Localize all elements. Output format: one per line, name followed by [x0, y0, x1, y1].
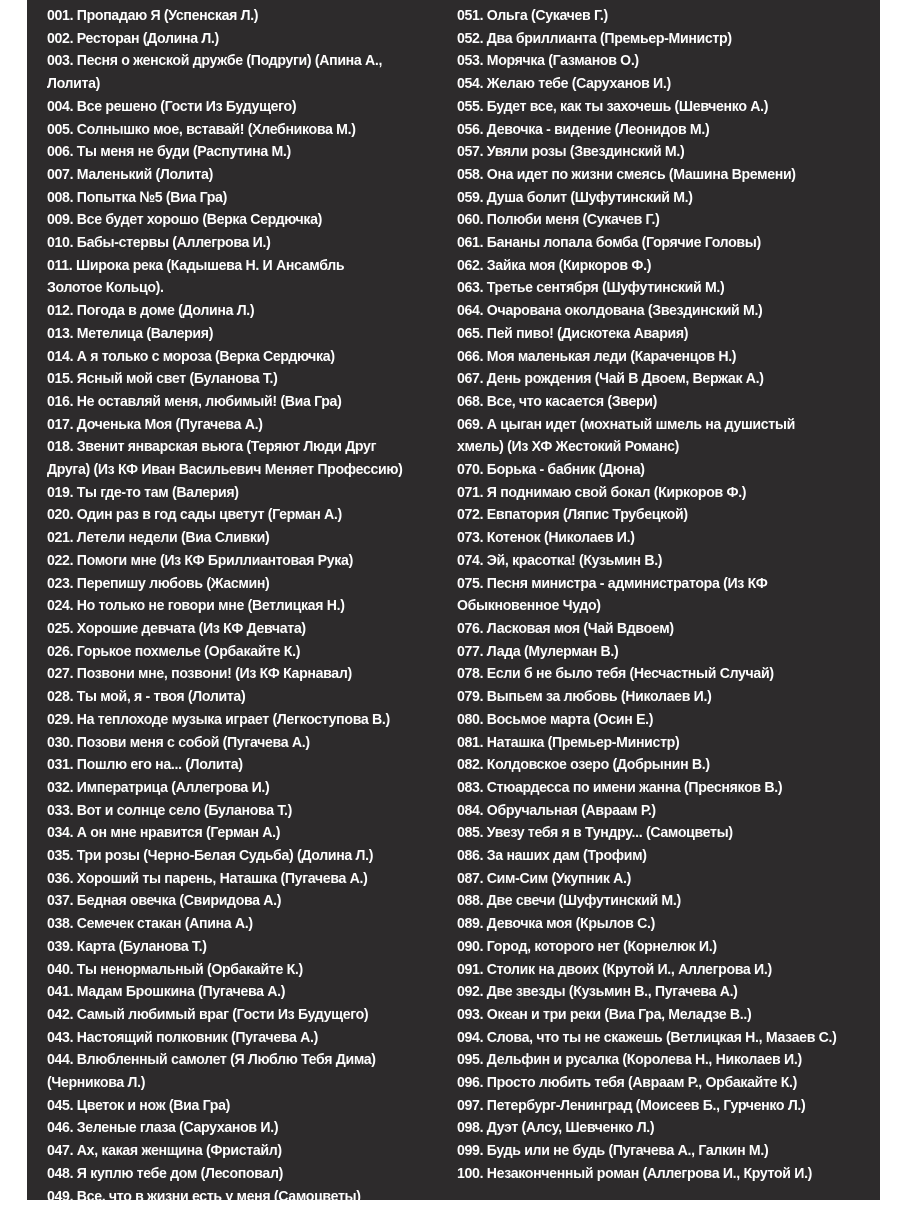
- song-entry: 060. Полюби меня (Сукачев Г.): [457, 211, 660, 229]
- song-entry: 081. Наташка (Премьер-Министр): [457, 733, 680, 751]
- song-entry: 054. Желаю тебе (Саруханов И.): [457, 75, 671, 93]
- song-entry: 019. Ты где-то там (Валерия): [47, 483, 239, 501]
- song-entry: 061. Бананы лопала бомба (Горячие Головы): [457, 234, 761, 252]
- song-entry: 047. Ах, какая женщина (Фристайл): [47, 1142, 282, 1160]
- song-list-left-column: [47, 5, 447, 1231]
- song-entry-continuation: Лолита): [47, 75, 101, 93]
- song-entry: 064. Очарована околдована (Звездинский М.): [457, 302, 763, 320]
- song-entry: 025. Хорошие девчата (Из КФ Девчата): [47, 619, 306, 637]
- song-entry: 051. Ольга (Сукачев Г.): [457, 7, 608, 24]
- song-entry: 006. Ты меня не буди (Распутина М.): [47, 143, 291, 161]
- song-entry: 084. Обручальная (Авраам Р.): [457, 801, 656, 819]
- song-entry: 053. Морячка (Газманов О.): [457, 52, 639, 70]
- song-entry: 020. Один раз в год сады цветут (Герман А.): [47, 506, 342, 524]
- song-entry: 023. Перепишу любовь (Жасмин): [47, 574, 270, 592]
- song-entry: 055. Будет все, как ты захочешь (Шевченко А.): [457, 97, 769, 115]
- song-entry: 009. Все будет хорошо (Верка Сердючка): [47, 211, 323, 229]
- song-entry: 012. Погода в доме (Долина Л.): [47, 302, 255, 320]
- song-entry: 004. Все решено (Гости Из Будущего): [47, 97, 297, 115]
- song-entry: 036. Хороший ты парень, Наташка (Пугачева А.): [47, 869, 368, 887]
- song-entry: 095. Дельфин и русалка (Королева Н., Николаев И.): [457, 1051, 802, 1069]
- song-entry-continuation: Золотое Кольцо).: [47, 279, 164, 297]
- song-entry: 057. Увяли розы (Звездинский М.): [457, 143, 685, 161]
- song-entry: 026. Горькое похмелье (Орбакайте К.): [47, 642, 301, 660]
- song-entry: 065. Пей пиво! (Дискотека Авария): [457, 324, 689, 342]
- song-entry: 100. Незаконченный роман (Аллегрова И., Крутой И.): [457, 1164, 813, 1182]
- song-entry: 045. Цветок и нож (Виа Гра): [47, 1096, 231, 1114]
- song-entry: 016. Не оставляй меня, любимый! (Виа Гра): [47, 392, 342, 410]
- song-entry: 046. Зеленые глаза (Саруханов И.): [47, 1119, 279, 1137]
- song-entry: 035. Три розы (Черно-Белая Судьба) (Долина Л.): [47, 847, 374, 865]
- song-entry: 007. Маленький (Лолита): [47, 165, 213, 183]
- song-entry: 063. Третье сентября (Шуфутинский М.): [457, 279, 725, 297]
- song-entry-continuation: Обыкновенное Чудо): [457, 597, 601, 615]
- song-entry: 011. Широка река (Кадышева Н. И Ансамбль: [47, 256, 345, 274]
- song-entry: 030. Позови меня с собой (Пугачева А.): [47, 733, 310, 751]
- song-entry: 069. А цыган идет (мохнатый шмель на душистый: [457, 415, 795, 433]
- song-entry: 079. Выпьем за любовь (Николаев И.): [457, 688, 712, 706]
- song-entry: 091. Столик на двоих (Крутой И., Аллегрова И.): [457, 960, 772, 978]
- song-entry: 048. Я куплю тебе дом (Лесоповал): [47, 1164, 283, 1182]
- song-entry: 001. Пропадаю Я (Успенская Л.): [47, 7, 259, 24]
- song-entry: 032. Императрица (Аллегрова И.): [47, 778, 270, 796]
- song-entry: 096. Просто любить тебя (Авраам Р., Орбакайте К.): [457, 1074, 798, 1092]
- song-entry: 033. Вот и солнце село (Буланова Т.): [47, 801, 293, 819]
- song-entry: 097. Петербург-Ленинград (Моисеев Б., Гурченко Л.): [457, 1096, 806, 1114]
- song-entry: 005. Солнышко мое, вставай! (Хлебникова М.): [47, 120, 356, 138]
- song-entry: 002. Ресторан (Долина Л.): [47, 29, 219, 47]
- song-entry: 039. Карта (Буланова Т.): [47, 937, 207, 955]
- song-entry: 076. Ласковая моя (Чай Вдвоем): [457, 619, 674, 637]
- song-entry: 042. Самый любимый враг (Гости Из Будущего): [47, 1005, 369, 1023]
- song-entry: 088. Две свечи (Шуфутинский М.): [457, 892, 681, 910]
- song-entry: 021. Летели недели (Виа Сливки): [47, 529, 270, 547]
- song-entry: 068. Все, что касается (Звери): [457, 392, 658, 410]
- song-entry: 040. Ты ненормальный (Орбакайте К.): [47, 960, 303, 978]
- song-entry: 077. Лада (Мулерман В.): [457, 642, 619, 660]
- song-entry: 090. Город, которого нет (Корнелюк И.): [457, 937, 717, 955]
- song-entry: 062. Зайка моя (Киркоров Ф.): [457, 256, 652, 274]
- song-entry: 056. Девочка - видение (Леонидов М.): [457, 120, 710, 138]
- song-entry: 041. Мадам Брошкина (Пугачева А.): [47, 983, 286, 1001]
- song-entry: 080. Восьмое марта (Осин Е.): [457, 710, 654, 728]
- song-list-panel: [27, 0, 880, 1228]
- song-entry: 058. Она идет по жизни смеясь (Машина Времени): [457, 165, 796, 183]
- song-entry: 070. Борька - бабник (Дюна): [457, 461, 645, 479]
- song-entry: 013. Метелица (Валерия): [47, 324, 214, 342]
- song-entry: 086. За наших дам (Трофим): [457, 847, 647, 865]
- song-entry: 027. Позвони мне, позвони! (Из КФ Карнавал): [47, 665, 352, 683]
- song-entry: 008. Попытка №5 (Виа Гра): [47, 188, 227, 206]
- song-entry: 034. А он мне нравится (Герман А.): [47, 824, 281, 842]
- song-entry: 014. А я только с мороза (Верка Сердючка): [47, 347, 335, 365]
- song-entry: 043. Настоящий полковник (Пугачева А.): [47, 1028, 319, 1046]
- song-entry: 092. Две звезды (Кузьмин В., Пугачева А.): [457, 983, 738, 1001]
- song-entry: 037. Бедная овечка (Свиридова А.): [47, 892, 282, 910]
- song-entry: 075. Песня министра - администратора (Из КФ: [457, 574, 768, 592]
- song-entry: 098. Дуэт (Алсу, Шевченко Л.): [457, 1119, 655, 1137]
- song-entry-continuation: хмель) (Из ХФ Жестокий Романс): [457, 438, 680, 456]
- song-entry: 003. Песня о женской дружбе (Подруги) (Апина А.,: [47, 52, 383, 70]
- song-entry-continuation: Друга) (Из КФ Иван Васильевич Меняет Профессию): [47, 461, 403, 479]
- song-entry: 085. Увезу тебя я в Тундру... (Самоцветы): [457, 824, 733, 842]
- song-entry: 029. На теплоходе музыка играет (Легкоступова В.): [47, 710, 390, 728]
- song-entry: 083. Стюардесса по имени жанна (Пресняков В.): [457, 778, 783, 796]
- song-entry: 093. Океан и три реки (Виа Гра, Меладзе В..): [457, 1005, 752, 1023]
- song-entry: 089. Девочка моя (Крылов С.): [457, 915, 655, 933]
- song-entry: 050. Мадонна (Серов А.): [47, 1210, 209, 1228]
- song-entry: 082. Колдовское озеро (Добрынин В.): [457, 756, 710, 774]
- song-entry: 074. Эй, красотка! (Кузьмин В.): [457, 551, 663, 569]
- song-entry: 049. Все, что в жизни есть у меня (Самоцветы): [47, 1187, 361, 1205]
- song-entry: 038. Семечек стакан (Апина А.): [47, 915, 253, 933]
- song-entry: 052. Два бриллианта (Премьер-Министр): [457, 29, 732, 47]
- song-entry: 018. Звенит январская вьюга (Теряют Люди Друг: [47, 438, 377, 456]
- song-entry: 028. Ты мой, я - твоя (Лолита): [47, 688, 246, 706]
- song-entry: 073. Котенок (Николаев И.): [457, 529, 635, 547]
- song-entry: 067. День рождения (Чай В Двоем, Вержак А.): [457, 370, 764, 388]
- song-entry: 024. Но только не говори мне (Ветлицкая Н.): [47, 597, 345, 615]
- song-list-right-column: [457, 5, 877, 1186]
- song-entry: 015. Ясный мой свет (Буланова Т.): [47, 370, 278, 388]
- song-entry: 010. Бабы-стервы (Аллегрова И.): [47, 234, 271, 252]
- song-entry: 066. Моя маленькая леди (Караченцов Н.): [457, 347, 737, 365]
- song-entry: 044. Влюбленный самолет (Я Люблю Тебя Дима): [47, 1051, 376, 1069]
- song-entry: 017. Доченька Моя (Пугачева А.): [47, 415, 263, 433]
- song-entry: 099. Будь или не будь (Пугачева А., Галкин М.): [457, 1142, 769, 1160]
- song-entry: 059. Душа болит (Шуфутинский М.): [457, 188, 693, 206]
- song-entry: 022. Помоги мне (Из КФ Бриллиантовая Рука): [47, 551, 353, 569]
- song-entry: 078. Если б не было тебя (Несчастный Случай): [457, 665, 774, 683]
- song-entry: 031. Пошлю его на... (Лолита): [47, 756, 243, 774]
- song-entry: 094. Слова, что ты не скажешь (Ветлицкая Н., Мазаев С.): [457, 1028, 837, 1046]
- song-entry: 071. Я поднимаю свой бокал (Киркоров Ф.): [457, 483, 747, 501]
- song-entry: 072. Евпатория (Ляпис Трубецкой): [457, 506, 688, 524]
- song-entry-continuation: (Черникова Л.): [47, 1074, 146, 1092]
- song-entry: 087. Сим-Сим (Укупник А.): [457, 869, 632, 887]
